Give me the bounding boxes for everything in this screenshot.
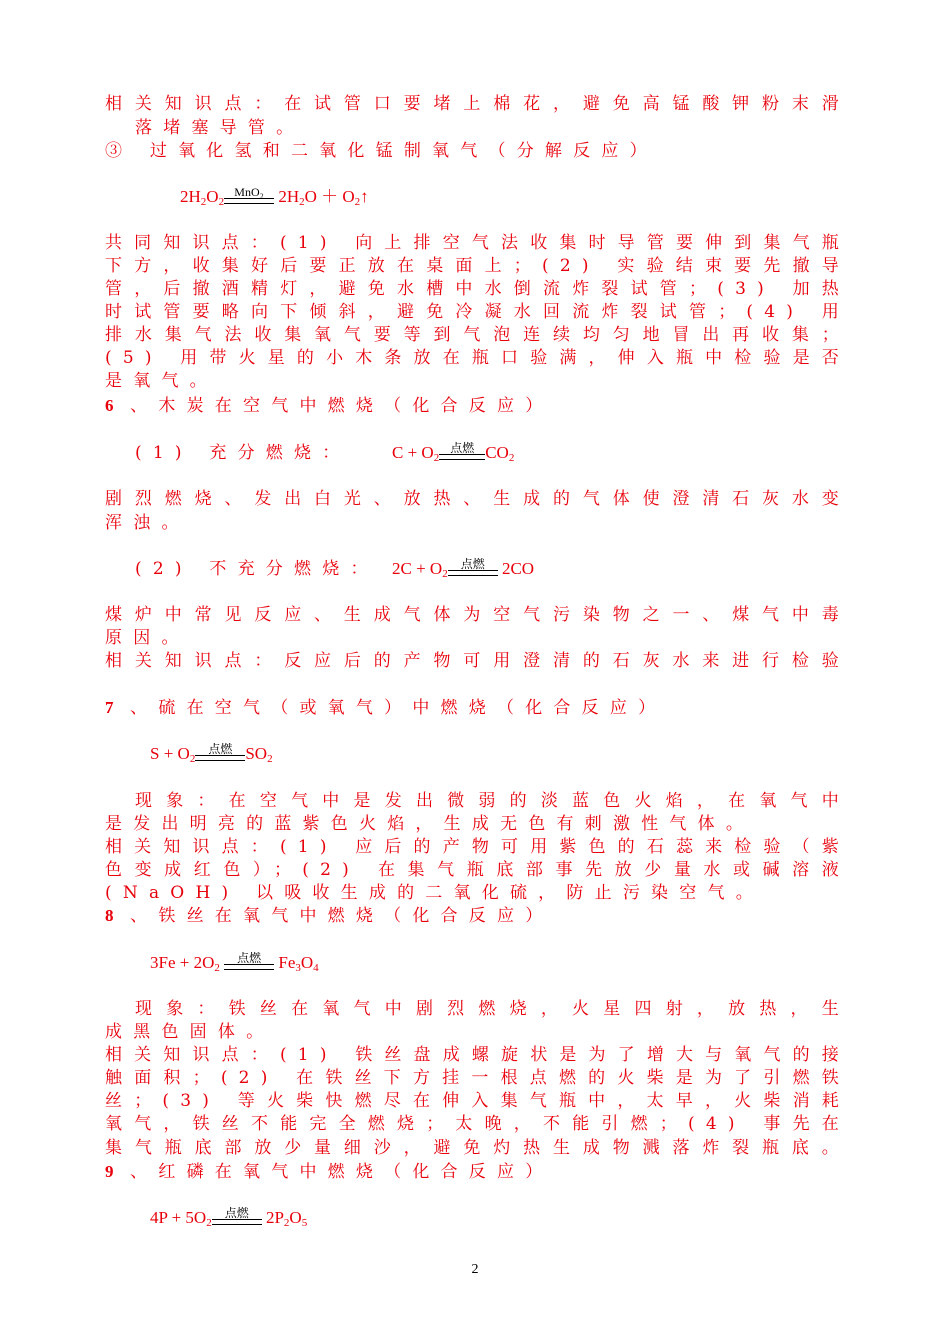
section-heading: ③ 过氧化氢和二氧化锰制氧气（分解反应） [105,141,658,161]
common-knowledge-line: (5) 用带火星的小木条放在瓶口验满，伸入瓶中检验是否 [105,348,850,368]
equation-h2o2: $2H_2O_2$ MnO₂ $2H_2O$ ＋ $O_2↑$ [180,185,369,208]
s8-knowledge: 触面积；(2) 在铁丝下方挂一根点燃的火柴是为了引燃铁 [105,1068,850,1088]
s6-full-label: (1) 充分燃烧： [135,443,351,463]
s6-description: 浑浊。 [105,513,190,533]
s6-partial-label: (2) 不充分燃烧： [135,559,379,579]
page-number: 2 [471,1262,479,1277]
knowledge-line: 相关知识点：在试管口要堵上棉花，避免高锰酸钾粉末滑 [105,94,850,114]
common-knowledge-line: 下方，收集好后要正放在桌面上；(2) 实验结束要先撤导 [105,256,850,276]
s7-knowledge: 色变成红色）；(2) 在集气瓶底部事先放少量水或碱溶液 [105,860,850,880]
equation-s: $S + O_2$ 点燃 $SO_2$ [150,742,273,765]
common-knowledge-line: 排水集气法收集氧气要等到气泡连续均匀地冒出再收集； [105,325,850,345]
s6-description: 煤炉中常见反应、生成气体为空气污染物之一、煤气中毒 [105,605,850,625]
equation-fe: $3Fe + 2O_2$ 点燃 $Fe_3O_4$ [150,951,319,974]
equals-bar [224,198,274,204]
equation-p: $4P + 5O_2$ 点燃 $2P_2O_5$ [150,1206,308,1229]
s6-description: 原因。 [105,628,190,648]
s8-knowledge: 集气瓶底部放少量细沙，避免灼热生成物溅落炸裂瓶底。 [105,1138,850,1158]
section-9-heading: 9 、红磷在氧气中燃烧（化合反应） [105,1162,554,1182]
common-knowledge-line: 管，后撤酒精灯，避免水槽中水倒流炸裂试管；(3) 加热 [105,279,850,299]
common-knowledge-line: 是氧气。 [105,371,218,391]
s6-description: 剧烈燃烧、发出白光、放热、生成的气体使澄清石灰水变 [105,489,850,509]
s8-phenomenon: 成黑色固体。 [105,1022,275,1042]
equation-c-partial: $2C + O_2$ 点燃 2CO [392,557,535,580]
section-7-heading: 7 、硫在空气（或氧气）中燃烧（化合反应） [105,698,667,718]
s7-phenomenon: 是发出明亮的蓝紫色火焰，生成无色有刺激性气体。 [105,814,755,834]
equation-c-full: $C + O_2$ 点燃 $CO_2$ [392,441,515,464]
section-8-heading: 8 、铁丝在氧气中燃烧（化合反应） [105,906,554,926]
s8-knowledge: 相关知识点：(1) 铁丝盘成螺旋状是为了增大与氧气的接 [105,1045,850,1065]
section-6-heading: 6 、木炭在空气中燃烧（化合反应） [105,396,554,416]
s7-phenomenon: 现象：在空气中是发出微弱的淡蓝色火焰，在氧气中 [135,791,850,811]
common-knowledge-line: 时试管要略向下倾斜，避免冷凝水回流炸裂试管；(4) 用 [105,302,850,322]
common-knowledge-line: 共同知识点：(1) 向上排空气法收集时导管要伸到集气瓶 [105,233,850,253]
s8-phenomenon: 现象：铁丝在氧气中剧烈燃烧，火星四射，放热，生 [135,999,850,1019]
condition-label: MnO₂ [234,185,264,199]
s6-knowledge: 相关知识点：反应后的产物可用澄清的石灰水来进行检验 [105,651,850,671]
s8-knowledge: 氧气，铁丝不能完全燃烧；太晚，不能引燃；(4) 事先在 [105,1114,850,1134]
s7-knowledge: 相关知识点：(1) 应后的产物可用紫色的石蕊来检验（紫 [105,837,850,857]
knowledge-line: 落堵塞导管。 [135,118,305,138]
s8-knowledge: 丝；(3) 等火柴快燃尽在伸入集气瓶中，太早，火柴消耗 [105,1091,850,1111]
s7-knowledge: (NaOH) 以吸收生成的二氧化硫，防止污染空气。 [105,883,764,903]
